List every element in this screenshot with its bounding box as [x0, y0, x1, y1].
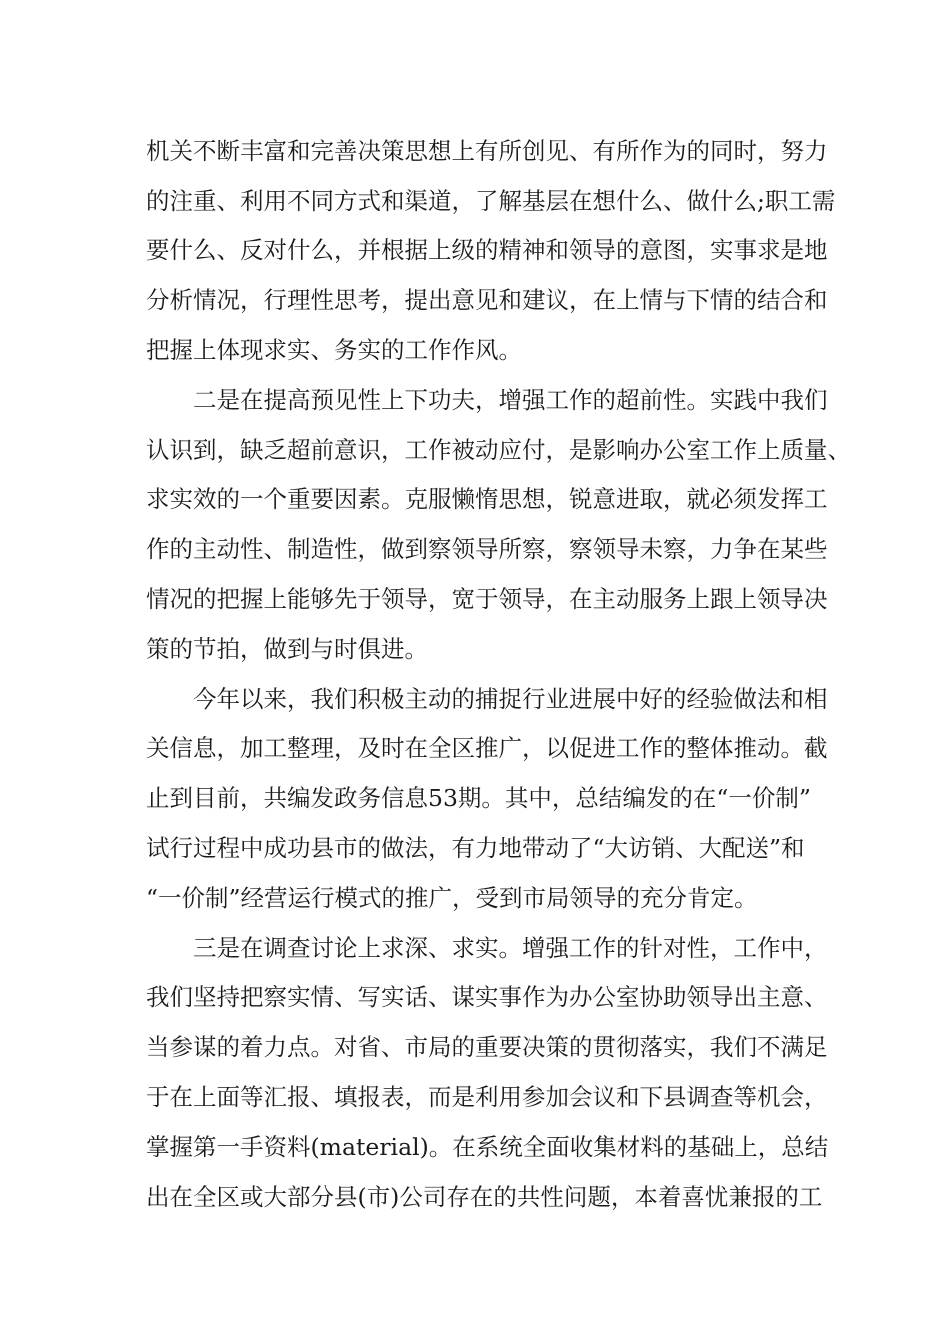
text-line: 分析情况，行理性思考，提出意见和建议，在上情与下情的结合和: [146, 286, 828, 314]
text-line: 当参谋的着力点。对省、市局的重要决策的贯彻落实，我们不满足: [146, 1033, 828, 1061]
text-line: 我们坚持把察实情、写实话、谋实事作为办公室协助领导出主意、: [146, 983, 828, 1011]
text-line: 策的节拍，做到与时俱进。: [146, 635, 428, 663]
text-line: 把握上体现求实、务实的工作作风。: [146, 336, 522, 364]
text-line: 情况的把握上能够先于领导，宽于领导，在主动服务上跟上领导决: [146, 585, 828, 613]
text-line: 止到目前，共编发政务信息53期。其中，总结编发的在“一价制”: [146, 784, 811, 812]
text-line: 求实效的一个重要因素。克服懒惰思想，锐意进取，就必须发挥工: [146, 485, 828, 513]
text-line: 试行过程中成功县市的做法，有力地带动了“大访销、大配送”和: [146, 834, 805, 862]
text-line: 出在全区或大部分县(市)公司存在的共性问题，本着喜忧兼报的工: [146, 1183, 823, 1211]
text-line: 掌握第一手资料(material)。在系统全面收集材料的基础上，总结: [146, 1133, 829, 1161]
text-line: 的注重、利用不同方式和渠道，了解基层在想什么、做什么;职工需: [146, 187, 836, 215]
text-line: 二是在提高预见性上下功夫，增强工作的超前性。实践中我们: [146, 386, 828, 414]
text-line: 要什么、反对什么，并根据上级的精神和领导的意图，实事求是地: [146, 236, 828, 264]
text-line: 机关不断丰富和完善决策思想上有所创见、有所作为的同时，努力: [146, 137, 828, 165]
text-line: 关信息，加工整理，及时在全区推广，以促进工作的整体推动。截: [146, 734, 828, 762]
text-line: 认识到，缺乏超前意识，工作被动应付，是影响办公室工作上质量、: [146, 436, 851, 464]
text-line: 今年以来，我们积极主动的捕捉行业进展中好的经验做法和相: [146, 685, 828, 713]
text-line: 于在上面等汇报、填报表，而是利用参加会议和下县调查等机会，: [146, 1083, 828, 1111]
text-line: 三是在调查讨论上求深、求实。增强工作的针对性，工作中，: [146, 934, 828, 962]
text-line: 作的主动性、制造性，做到察领导所察，察领导未察，力争在某些: [146, 535, 828, 563]
text-line: “一价制”经营运行模式的推广，受到市局领导的充分肯定。: [146, 884, 758, 912]
